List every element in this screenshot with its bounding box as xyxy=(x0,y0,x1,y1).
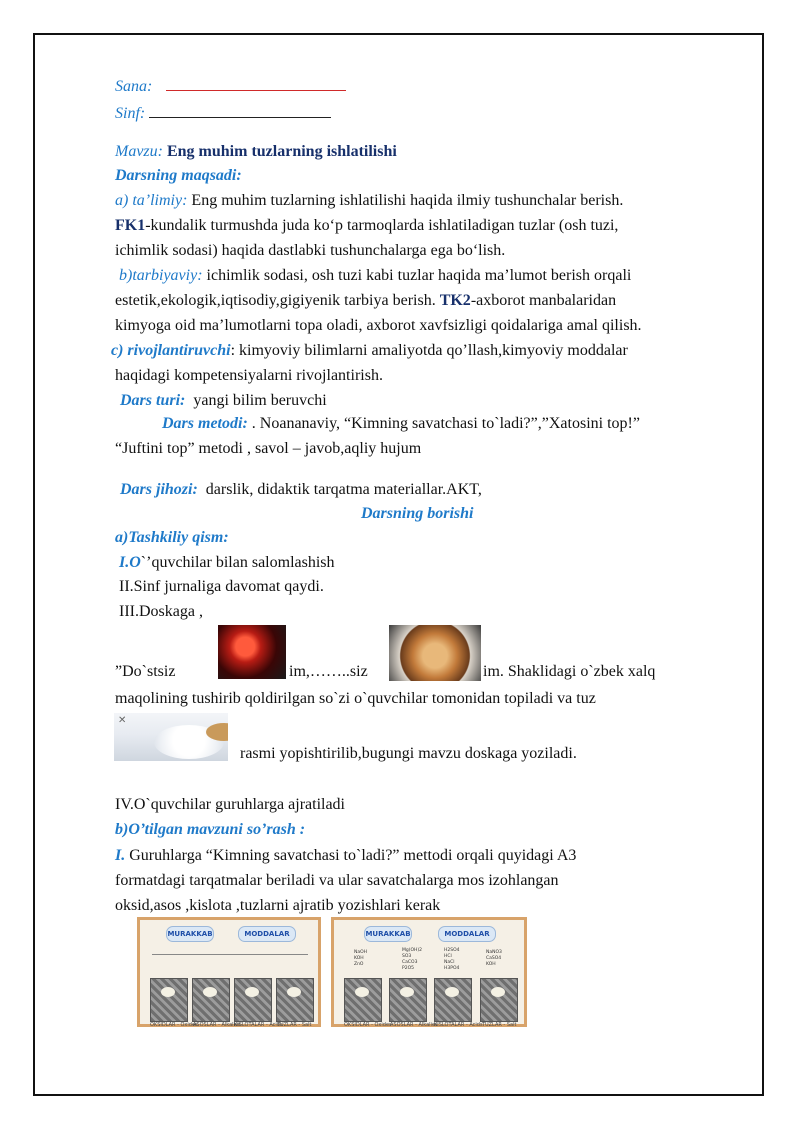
flower-shape xyxy=(445,987,459,997)
sinf-blank[interactable] xyxy=(149,103,331,118)
basket-caption: ASOSLAR - Alkalies xyxy=(193,1022,241,1028)
dars-jihozi-value: darslik, didaktik tarqatma materiallar.AKT, xyxy=(205,481,482,498)
mavzu-label: Mavzu: xyxy=(115,143,163,160)
basket-image xyxy=(234,978,272,1022)
basket-image xyxy=(344,978,382,1022)
fk1-line xyxy=(115,216,618,236)
mavzu-line xyxy=(115,142,397,162)
basket-image xyxy=(434,978,472,1022)
poster-1-tag-left: MURAKKAB xyxy=(166,926,214,942)
rebus-part-2: im,……..siz xyxy=(289,663,368,680)
tarbiyaviy-text: ichimlik sodasi, osh tuzi kabi tuzlar haqida ma’lumot berish orqali xyxy=(206,267,632,284)
fk1-text: -kundalik turmushda juda ko‘p tarmoqlarda ishlatiladigan tuzlar (osh tuzi, xyxy=(145,217,619,234)
sinf-line xyxy=(115,103,331,124)
basket-image xyxy=(192,978,230,1022)
flower-shape xyxy=(491,987,505,997)
basket-image xyxy=(480,978,518,1022)
step-i-label: I.O xyxy=(119,554,141,571)
close-icon: ✕ xyxy=(118,715,127,726)
salt-image xyxy=(114,713,228,761)
dars-metodi-value-2: “Juftini top” metodi , savol – javob,aqliy hujum xyxy=(115,440,422,457)
tarbiyaviy-label: b)tarbiyaviy: xyxy=(119,267,203,284)
basket-caption: OKSIDLAR - Oxides xyxy=(344,1022,392,1028)
basket-image xyxy=(150,978,188,1022)
sana-line xyxy=(115,76,346,97)
rebus-line-2: maqolining tushirib qoldirilgan so`zi o`quvchilar tomonidan topiladi va tuz xyxy=(115,690,596,707)
mavzu-value: Eng muhim tuzlarning ishlatilishi xyxy=(166,143,397,160)
basket-caption: TUZLAR - Salt xyxy=(482,1022,517,1028)
rebus-part-3: im. Shaklidagi o`zbek xalq xyxy=(483,663,656,680)
rebus-part-1: ”Do`stsiz xyxy=(115,663,176,680)
flower-shape xyxy=(355,987,369,997)
step-iv: IV.O`quvchilar guruhlarga ajratiladi xyxy=(115,796,345,813)
sinf-label: Sinf: xyxy=(115,105,146,122)
dars-metodi-label: Dars metodi: xyxy=(162,415,248,432)
fk1-text-2: ichimlik sodasi) haqida dastlabki tushunchalarga ega bo‘lish. xyxy=(115,242,506,259)
step-i-text: `’quvchilar bilan salomlashish xyxy=(140,554,335,571)
talimiy-label: a) ta’limiy: xyxy=(115,192,188,209)
flower-shape xyxy=(161,987,175,997)
flower-shape xyxy=(400,987,414,997)
basket-image xyxy=(389,978,427,1022)
otilgan-heading: b)O’tilgan mavzuni so’rash : xyxy=(115,821,306,838)
poster-1-divider xyxy=(152,954,308,955)
tk2-text: -axborot manbalaridan xyxy=(470,292,617,309)
basket-image xyxy=(276,978,314,1022)
sana-label: Sana: xyxy=(115,78,153,95)
flower-shape xyxy=(245,987,259,997)
task-line-2: formatdagi tarqatmalar beriladi va ular savatchalarga mos izohlangan xyxy=(115,872,559,889)
sana-blank[interactable] xyxy=(166,76,346,91)
worksheet-poster-2 xyxy=(331,917,527,1027)
plov-image xyxy=(389,625,481,681)
brain-image xyxy=(218,625,286,679)
basket-caption: OKSIDLAR - Oxides xyxy=(150,1022,198,1028)
tarbiyaviy-line xyxy=(119,266,631,286)
tk2-text-2: kimyoga oid ma’lumotlarni topa oladi, axborot xavfsizligi qoidalariga amal qilish. xyxy=(115,317,642,334)
task-line-3: oksid,asos ,kislota ,tuzlarni ajratib yozishlari kerak xyxy=(115,897,441,914)
task-line-1 xyxy=(115,846,576,866)
talimiy-text: Eng muhim tuzlarning ishlatilishi haqida ilmiy tushunchalar berish. xyxy=(191,192,624,209)
basket-caption: KISLOTALAR - Acids xyxy=(434,1022,483,1028)
borishi-heading: Darsning borishi xyxy=(361,505,474,522)
dars-turi-line xyxy=(120,391,327,411)
step-iii: III.Doskaga , xyxy=(119,603,203,620)
step-i xyxy=(119,553,335,573)
poster-2-formulas: NaNO3 CaSO4 KOH xyxy=(486,950,502,967)
dars-metodi-line xyxy=(162,414,640,434)
rebus-line-3: rasmi yopishtirilib,bugungi mavzu doskaga yoziladi. xyxy=(240,745,577,762)
maqsad-heading: Darsning maqsadi: xyxy=(115,167,242,184)
worksheet-poster-1 xyxy=(137,917,321,1027)
dars-jihozi-line xyxy=(120,480,482,500)
poster-2-formulas: H2SO4 HCl NaCl H3PO4 xyxy=(444,948,460,971)
dars-jihozi-label: Dars jihozi: xyxy=(120,481,198,498)
flower-shape xyxy=(203,987,217,997)
poster-2-tag-left: MURAKKAB xyxy=(364,926,412,942)
task-label: I. xyxy=(115,847,126,864)
dars-metodi-value: . Noananaviy, “Kimning savatchasi to`ladi?”,”Xatosini top!” xyxy=(247,415,640,432)
basket-caption: KISLOTALAR - Acids xyxy=(234,1022,283,1028)
fk1-label: FK1 xyxy=(115,217,146,234)
dars-turi-value: yangi bilim beruvchi xyxy=(193,392,327,409)
poster-1-tag-right: MODDALAR xyxy=(238,926,296,942)
tarbiyaviy-text-2: estetik,ekologik,iqtisodiy,gigiyenik tarbiya berish. xyxy=(115,292,436,309)
poster-2-formulas: Mg(OH)2 SO3 CaCO3 P2O5 xyxy=(402,948,423,971)
tashkiliy-heading: a)Tashkiliy qism: xyxy=(115,529,229,546)
tk2-label: TK2 xyxy=(439,292,471,309)
tarbiyaviy-line-2 xyxy=(115,291,616,311)
rivojlantiruvchi-text-2: haqidagi kompetensiyalarni rivojlantirish. xyxy=(115,367,383,384)
basket-caption: ASOSLAR - Alkalies xyxy=(390,1022,438,1028)
step-ii: II.Sinf jurnaliga davomat qaydi. xyxy=(119,578,324,595)
rivojlantiruvchi-line xyxy=(111,341,628,361)
poster-2-formulas: NaOH KOH ZnO xyxy=(354,950,368,967)
poster-2-tag-right: MODDALAR xyxy=(438,926,496,942)
rivojlantiruvchi-label: c) rivojlantiruvchi xyxy=(111,342,231,359)
talimiy-line xyxy=(115,191,623,211)
basket-caption: TUZLAR - Salt xyxy=(277,1022,312,1028)
task-text-1: Guruhlarga “Kimning savatchasi to`ladi?” mettodi orqali quyidagi A3 xyxy=(125,847,577,864)
dars-turi-label: Dars turi: xyxy=(120,392,186,409)
flower-shape xyxy=(287,987,301,997)
rivojlantiruvchi-text: : kimyoviy bilimlarni amaliyotda qo’llash,kimyoviy moddalar xyxy=(230,342,628,359)
